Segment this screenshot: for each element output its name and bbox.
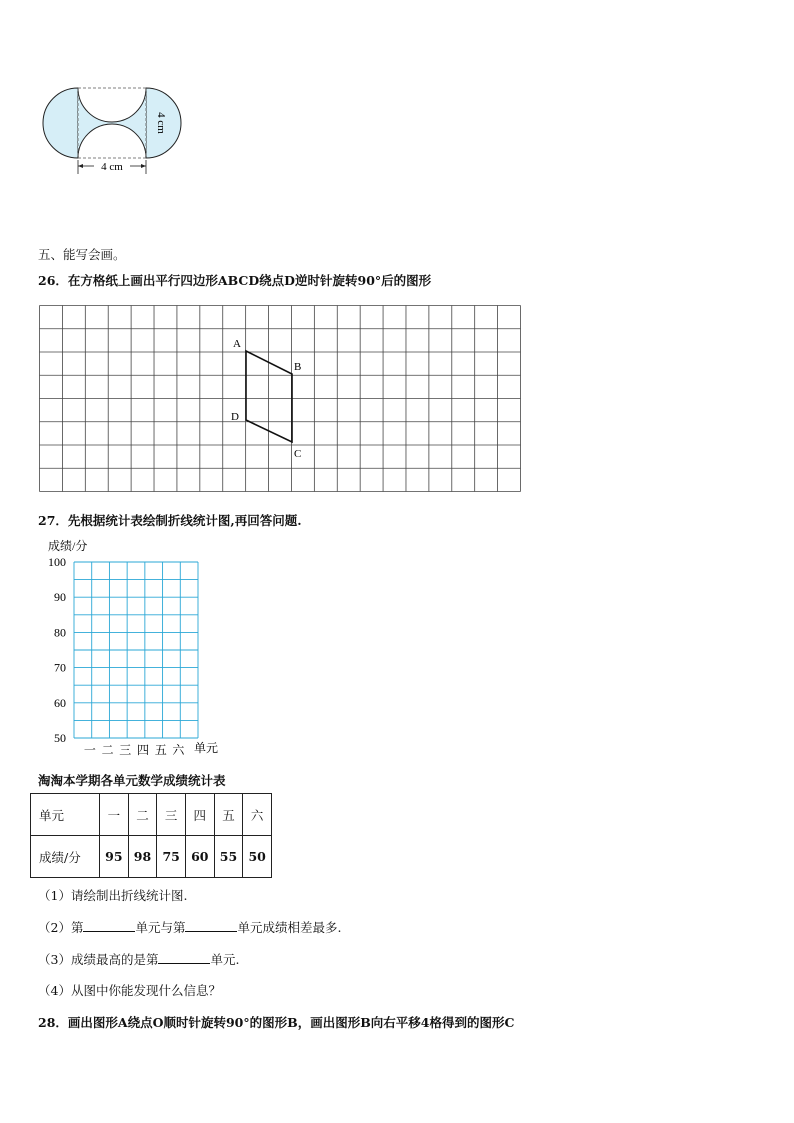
parallelogram-abcd: [246, 351, 292, 442]
row-header-unit: 单元: [31, 794, 100, 836]
row-header-score: 成绩/分: [31, 836, 100, 878]
x-tick-label: 二: [101, 743, 114, 757]
sub-question-2: [38, 918, 341, 936]
point-a-label: A: [233, 338, 241, 350]
score-cell: 55: [214, 836, 243, 878]
x-tick-label: 一: [83, 743, 96, 757]
point-c-label: C: [294, 448, 302, 460]
unit-cell: 二: [128, 794, 157, 836]
sub-question-4: （4）从图中你能发现什么信息？: [38, 983, 221, 998]
answer-blank[interactable]: [83, 919, 135, 932]
unit-cell: 三: [157, 794, 186, 836]
sub-question-1: （1）请绘制出折线统计图.: [38, 888, 188, 903]
section-heading: 五、能写会画。: [38, 247, 126, 262]
sub2-part-b: 单元与第: [135, 920, 186, 935]
unit-cell: 六: [243, 794, 272, 836]
x-tick-label: 五: [154, 743, 167, 757]
y-tick-label: 90: [54, 590, 66, 605]
line-chart-grid: [38, 536, 228, 758]
sub2-part-a: （2）第: [38, 920, 84, 935]
x-tick-label: 三: [119, 743, 132, 757]
x-tick-label: 六: [172, 743, 185, 757]
score-cell: 95: [100, 836, 129, 878]
unit-cell: 一: [100, 794, 129, 836]
sub3-part-b: 单元.: [210, 952, 240, 967]
point-d-label: D: [231, 411, 239, 423]
score-cell: 98: [128, 836, 157, 878]
x-tick-label: 四: [136, 743, 150, 757]
score-cell: 60: [185, 836, 214, 878]
score-table: [30, 793, 272, 878]
grid-paper-26: [38, 304, 522, 494]
sub3-part-a: （3）成绩最高的是第: [38, 952, 159, 967]
unit-cell: 四: [185, 794, 214, 836]
y-tick-label: 70: [54, 660, 66, 675]
y-tick-label: 100: [48, 555, 66, 569]
sub2-part-c: 单元成绩相差最多.: [237, 920, 342, 935]
y-tick-label: 60: [54, 695, 66, 710]
point-b-label: B: [294, 361, 302, 373]
y-axis-title: 成绩/分: [48, 539, 88, 553]
height-label: 4 cm: [155, 112, 167, 134]
width-label: 4 cm: [101, 161, 123, 173]
semicircle-figure: [36, 82, 188, 182]
table-title: 淘淘本学期各单元数学成绩统计表: [38, 773, 226, 788]
y-tick-label: 50: [54, 731, 66, 745]
score-cell: 75: [157, 836, 186, 878]
score-cell: 50: [243, 836, 272, 878]
answer-blank[interactable]: [185, 919, 237, 932]
question-26: 26．在方格纸上画出平行四边形ABCD绕点D逆时针旋转90°后的图形: [38, 273, 432, 288]
question-28: 28．画出图形A绕点O顺时针旋转90°的图形B，画出图形B向右平移4格得到的图形C: [38, 1015, 515, 1030]
sub-question-3: [38, 950, 239, 968]
y-tick-label: 80: [54, 625, 66, 640]
x-axis-unit: 单元: [194, 741, 219, 755]
unit-cell: 五: [214, 794, 243, 836]
question-27: 27．先根据统计表绘制折线统计图,再回答问题.: [38, 513, 302, 528]
answer-blank[interactable]: [158, 951, 210, 964]
